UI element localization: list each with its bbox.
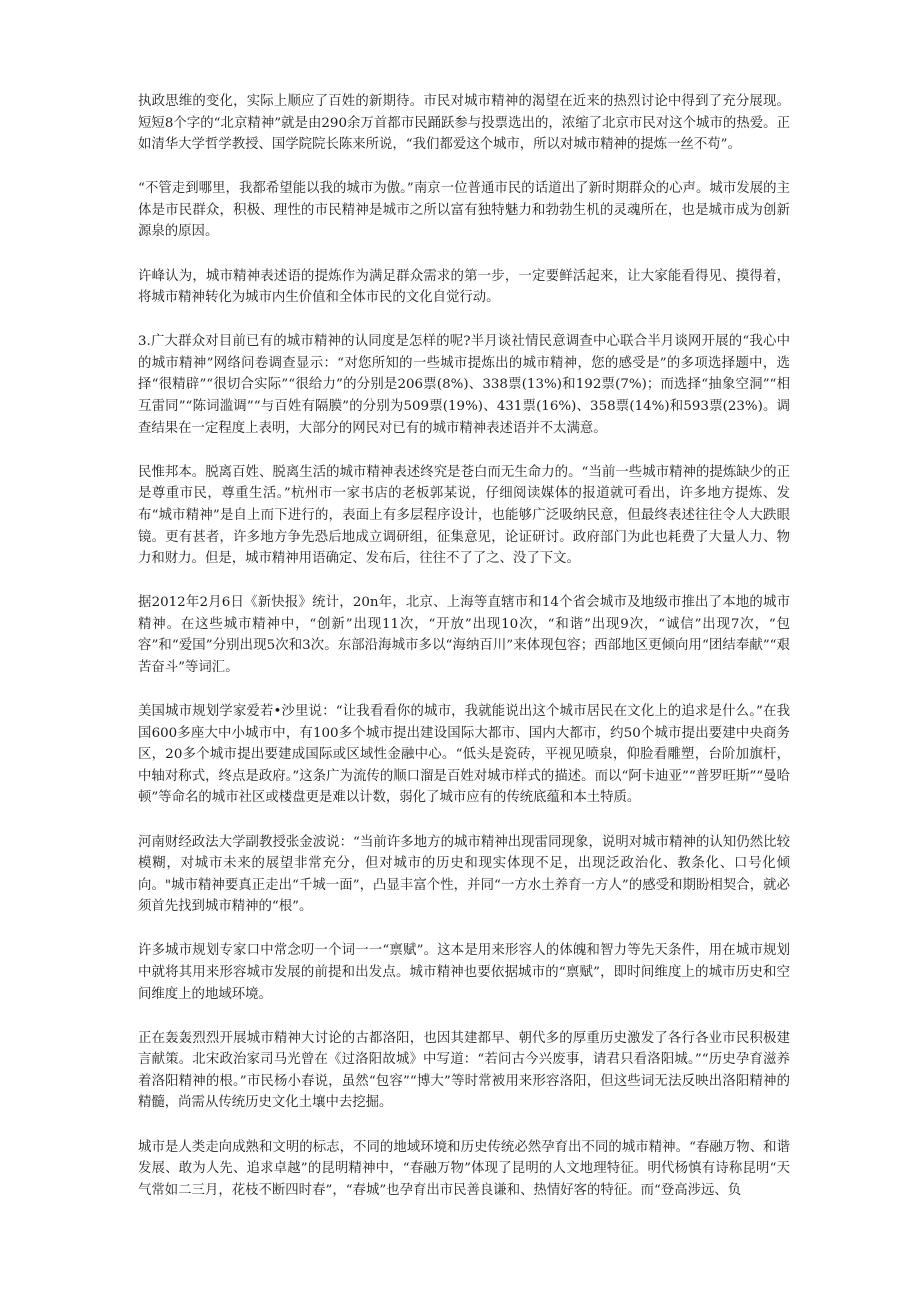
paragraph-8: 河南财经政法大学副教授张金波说：“当前许多地方的城市精神出现雷同现象，说明对城市精神的认知仍然比较模糊，对城市未来的展望非常充分，但对城市的历史和现实体现不足，出现泛政治化、教条化、口号化倾向。"城市精神要真正走出“千城一面”，凸显丰富个性，并同“一方水土养育一方人”的感受和期盼相契合，就必须首先找到城市精神的“根”。	[138, 834, 790, 915]
article-body	[138, 91, 790, 1224]
paragraph-7: 美国城市规划学家爱若•沙里说：“让我看看你的城市，我就能说出这个城市居民在文化上的追求是什么。”在我国600多座大中小城市中，有100多个城市提出建设国际大都市、国内大都市，约50个城市提出要建中央商务区，20多个城市提出要建成国际或区域性金融中心。“低头是瓷砖，平视见喷泉，仰脸看雕塑，台阶加旗杆，中轴对称式，终点是政府。”这条广为流传的顺口溜是百姓对城市样式的描述。而以“阿卡迪亚”“普罗旺斯”“曼哈顿”等命名的城市社区或楼盘更是难以计数，弱化了城市应有的传统底蕴和本土特质。	[138, 704, 790, 806]
paragraph-11: 城市是人类走向成熟和文明的标志，不同的地域环境和历史传统必然孕育出不同的城市精神。“春融万物、和谐发展、敢为人先、追求卓越”的昆明精神中，“春融万物”体现了昆明的人文地理特征。明代杨慎有诗称昆明“天气常如二三月，花枝不断四时春”，“春城”也孕育出市民善良谦和、热情好客的特征。而“登高涉远、负	[138, 1139, 790, 1198]
paragraph-1: 执政思维的变化，实际上顺应了百姓的新期待。市民对城市精神的渴望在近来的热烈讨论中得到了充分展现。短短8个字的“北京精神”就是由290余万首都市民踊跃参与投票选出的，浓缩了北京市民对这个城市的热爱。正如清华大学哲学教授、国学院院长陈来所说，“我们都爱这个城市，所以对城市精神的提炼一丝不苟”。	[138, 94, 790, 153]
paragraph-10: 正在轰轰烈烈开展城市精神大讨论的古都洛阳，也因其建都早、朝代多的厚重历史激发了各行各业市民积极建言献策。北宋政治家司马光曾在《过洛阳故城》中写道：“若问古今兴废事，请君只看洛阳城。”“历史孕育滋养着洛阳精神的根。”市民杨小春说，虽然“包容”“博大”等时常被用来形容洛阳，但这些词无法反映出洛阳精神的精髓，尚需从传统历史文化土壤中去挖掘。	[138, 1030, 790, 1111]
paragraph-5: 民惟邦本。脱离百姓、脱离生活的城市精神表述终究是苍白而无生命力的。“当前一些城市精神的提炼缺少的正是尊重市民，尊重生活。”杭州市一家书店的老板郭某说，仔细阅读媒体的报道就可看出，许多地方提炼、发布“城市精神”是自上而下进行的，表面上有多层程序设计，也能够广泛吸纳民意，但最终表述往往令人大跌眼镜。更有甚者，许多地方争先恐后地成立调研组，征集意见，论证研讨。政府部门为此也耗费了大量人力、物力和财力。但是，城市精神用语确定、发布后，往往不了了之、没了下文。	[138, 464, 790, 567]
paragraph-9: 许多城市规划专家口中常念叨一个词一一“禀赋”。这本是用来形容人的体魄和智力等先天条件，用在城市规划中就将其用来形容城市发展的前提和出发点。城市精神也要依据城市的“禀赋”，即时间维度上的城市历史和空间维度上的地域环境。	[138, 943, 790, 1002]
paragraph-4: 3.广大群众对目前已有的城市精神的认同度是怎样的呢?半月谈社情民意调查中心联合半月谈网开展的“我心中的城市精神”网络问卷调查显示：“对您所知的一些城市提炼出的城市精神，您的感受是”的多项选择题中，选择“很精辟”“很切合实际”“很给力”的分别是206票(8%)、338票(13%)和192票(7%)；而选择“抽象空洞”“相互雷同”“陈词滥调”“与百姓有隔膜”的分别为509票(19%)、431票(16%)、358票(14%)和593票(23%)。调查结果在一定程度上表明，大部分的网民对已有的城市精神表述语并不太满意。	[138, 334, 790, 436]
paragraph-6: 据2012年2月6日《新快报》统计，20n年，北京、上海等直辖市和14个省会城市及地级市推出了本地的城市精神。在这些城市精神中，“创新”出现11次，“开放”出现10次，“和谐”出现9次，“诚信”出现7次，“包容”和“爱国”分别出现5次和3次。东部沿海城市多以“海纳百川”来体现包容；西部地区更倾向用“团结奉献”“艰苦奋斗”等词汇。	[138, 595, 790, 675]
paragraph-2: “不管走到哪里，我都希望能以我的城市为傲。”南京一位普通市民的话道出了新时期群众的心声。城市发展的主体是市民群众，积极、理性的市民精神是城市之所以富有独特魅力和勃勃生机的灵魂所在，也是城市成为创新源泉的原因。	[138, 181, 790, 240]
paragraph-3: 许峰认为，城市精神表述语的提炼作为满足群众需求的第一步，一定要鲜活起来，让大家能看得见、摸得着，将城市精神转化为城市内生价值和全体市民的文化自觉行动。	[138, 268, 790, 306]
